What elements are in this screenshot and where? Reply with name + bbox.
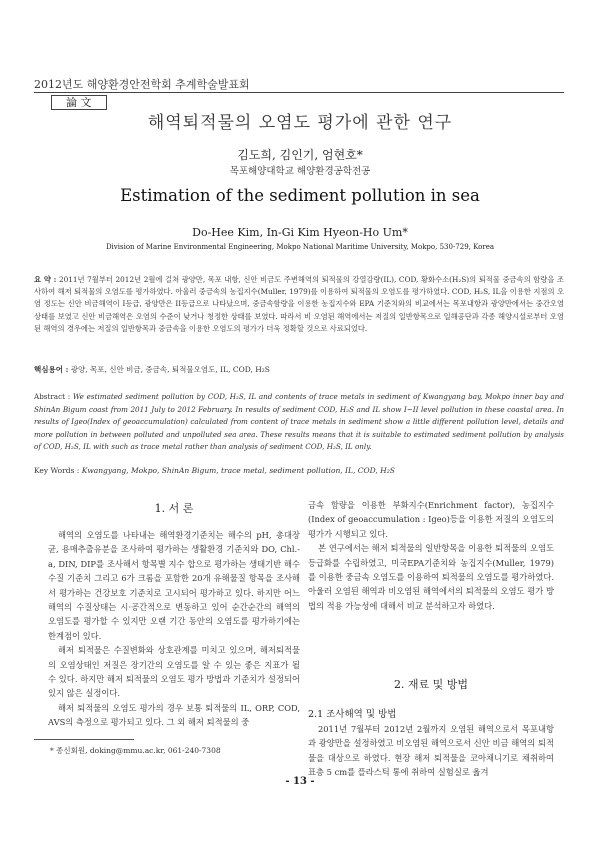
footnote: * 종신회원, doking@mmu.ac.kr, 061-240-7308: [50, 746, 221, 755]
section-2-title: 2. 재료 및 방법: [393, 678, 469, 691]
abstract-korean-text: 2011년 7월부터 2012년 2월에 걸쳐 광양만, 목포 내항, 신안 비금도 주변해역의 퇴적물의 강열감량(IL), COD, 황화수소(H₂S)의 퇴적물 중금속의 함량을 조사하여 해저 퇴적물의 오염도를 평가하였다. 아울러 중금속의 농집지수(Muller, 1979)를 이용하여 퇴적물의 오염도를 평가하였다. COD, H₂S, IL을 이용한 지점의 오염 정도는 신안 비금해역이 I등급, 광양만은 II등급으로 나타났으며, 중금속함량을 이용한 농집지수와 EPA 기준치와의 비교에서는 목포내항과 광양만에서는 중간오염 상태를 보였고 신안 비금해역은 오염의 수준이 낮거나 청정한 상태를 보였다. 따라서 비 오염된 해역에서는 저질의 일반항목으로 일해공단과 각종 해양시설로부터 오염된 해역의 경우에는 저질의 일반항목과 중금속을 이용한 오염도의 평가가 더욱 정확할 것으로 사료되었다.: [34, 275, 564, 333]
intro-paragraph-3: 해저 퇴적물의 오염도 평가의 경우 보통 퇴적물의 IL, ORP, COD, AVS의 측정으로 평가되고 있다. 그 외 해저 퇴적물의 중: [48, 702, 300, 728]
intro-paragraph-1: 해역의 오염도를 나타내는 해역환경기준치는 해수의 pH, 총대장균, 용매추출유분을 조사하여 평가하는 생활환경 기준치와 DO, Chl.-a, DIN, DIP를 조사해서 항목별 지수 합으로 평가하는 생태기반 해수수질 기준치 그리고 6가 크롬을 포함한 20개 유해물질 항목을 조사해서 평가하는 건강보호 기준치로 고시되어 평가하고 있다. 하지만 어느 해역의 수질상태는 시·공간적으로 변동하고 있어 순간순간의 해역의 오염도를 평가할 수 있지만 오랜 기간 동안의 오염도를 평가하기에는 한계점이 있다.: [48, 530, 300, 641]
methods-paragraph: 2011년 7월부터 2012년 2월까지 오염된 해역으로서 목포내항과 광양만을 설정하였고 비오염된 해역으로서 신안 비금 해역의 퇴적물을 대상으로 하였다. 현장 해저 퇴적물을 코아채니기로 채취하여 표층 5 cm를 플라스틱 통에 취하여 실험실로 옮겨: [308, 724, 554, 778]
intro-paragraph-4: 본 연구에서는 해저 퇴적물의 일반항목을 이용한 퇴적물의 오염도 등급화를 수립하였고, 미국EPA기준치와 농집지수(Muller, 1979)를 이용한 중금속 오염도를 이용하여 퇴적물의 오염도를 평가하였다. 아울러 오염된 해역과 비오염된 해역에서의 퇴적물의 오염도 평가 방법의 적용 가능성에 대해서 비교 분석하고자 하였다.: [308, 543, 554, 611]
right-column: [308, 498, 554, 613]
title-english: Estimation of the sediment pollution in sea: [120, 186, 480, 205]
footnote-rule: [34, 739, 134, 740]
keywords-korean-text: 광양, 목포, 신안 비금, 중금속, 퇴적물오염도, IL, COD, H₂S: [70, 365, 270, 374]
keywords-english: [34, 466, 564, 475]
abstract-english-label: Abstract :: [34, 392, 71, 401]
page-number: - 13 -: [285, 776, 315, 787]
authors-english: Do-Hee Kim, In-Gi Kim Hyeon-Ho Um*: [192, 226, 408, 239]
affiliation-korean: 목포해양대학교 해양환경공학전공: [229, 166, 371, 177]
keywords-korean-label: 핵심용어 :: [34, 365, 69, 374]
left-column: [48, 528, 300, 730]
conference-name: 2012년도 해양환경안전학회 추계학술발표회: [34, 78, 250, 91]
keywords-english-label: Key Words :: [34, 466, 80, 475]
intro-paragraph-2: 해저 퇴적물은 수질변화와 상호관계를 미치고 있으며, 해저퇴적물의 오염상태인 저질은 장기간의 오염도를 알 수 있는 좋은 지표가 될 수 있다. 하지만 해저 퇴적물의 오염도 평가 방법과 기준치가 설정되어 있지 않은 실정이다.: [48, 645, 300, 699]
section-1-title: 1. 서 론: [154, 502, 194, 515]
article-type-tag: 論 文: [51, 95, 107, 110]
keywords-korean: [34, 364, 564, 375]
title-korean: 해역퇴적물의 오염도 평가에 관한 연구: [147, 113, 453, 133]
abstract-korean: [34, 274, 564, 335]
abstract-english: [34, 391, 564, 454]
affiliation-english: Division of Marine Environmental Engineering, Mokpo National Maritime University, Mokpo, 530-729, Korea: [105, 243, 495, 251]
subsection-2-1-title: 2.1 조사해역 및 방법: [308, 709, 397, 720]
keywords-english-text: Kwangyang, Mokpo, ShinAn Bigum, trace metal, sediment pollution, IL, COD, H₂S: [81, 466, 395, 475]
header-rule: [34, 92, 564, 93]
intro-paragraph-3-continued: 금속 함량을 이용한 부화지수(Enrichment factor), 농집지수(Index of geoaccumulation : Igeo)등을 이용한 저질의 오염도의 평가가 시행되고 있다.: [308, 500, 554, 539]
abstract-korean-label: 요 약 :: [34, 275, 57, 284]
abstract-english-text: We estimated sediment pollution by COD, H₂S, IL and contents of trace metals in sediment of Kwangyang bay, Mokpo inner bay and ShinAn Bigum coast from 2011 July to 2012 February. In results of sediment COD, H₂S and IL show I~II level pollution in these coastal area. In results of Igeo(Index of geoaccumulation) calculated from content of trace metals in sediment show a little different pollution level, details and more pollution in between polluted and unpolluted sea area. These results means that it is suitable to estimated sediment pollution by analysis of COD, H₂S, IL with such as trace metal rather than analysis of sediment COD, H₂S, IL only.: [34, 392, 564, 452]
authors-korean: 김도희, 김인기, 엄현호*: [237, 148, 363, 162]
methods-column: [308, 722, 554, 780]
